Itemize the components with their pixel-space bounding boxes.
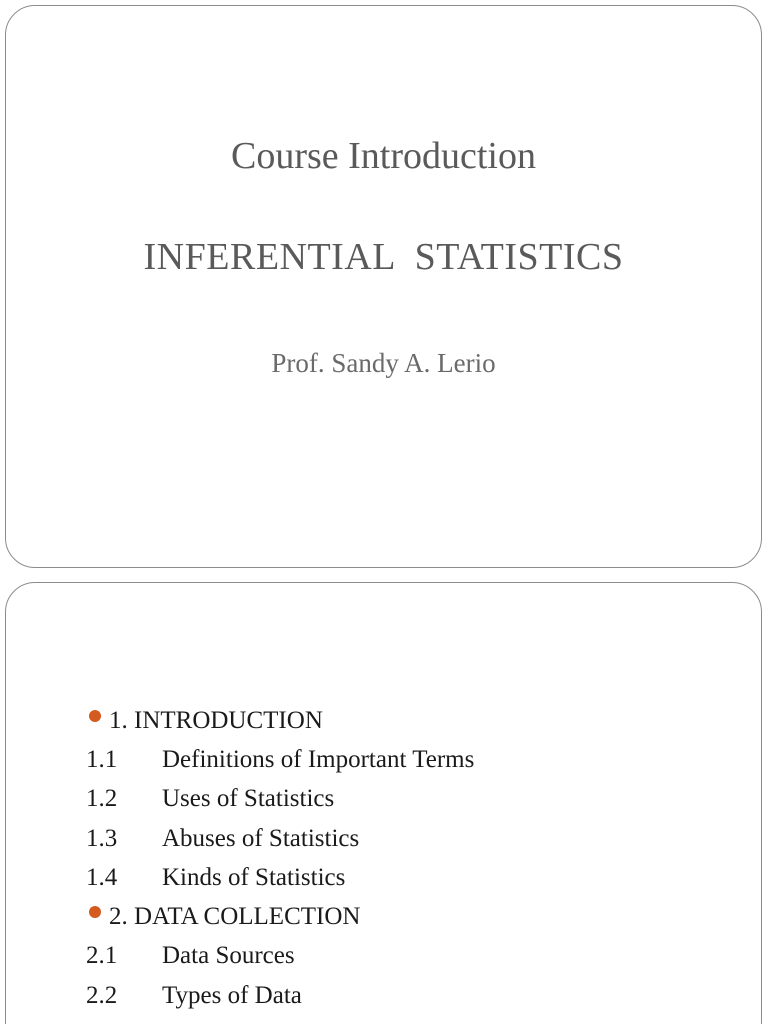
outline-item [86,976,474,1015]
subject-title: INFERENTIAL STATISTICS [143,236,624,278]
outline-item [86,780,474,819]
item-number: 2.1 [86,942,118,970]
outline-slide [5,582,762,1024]
item-label: Abuses of Statistics [162,824,360,852]
title-slide [5,5,762,568]
outline-item [86,858,474,897]
outline-item [86,819,474,858]
item-number: 1.2 [86,785,118,813]
section-label: 1. INTRODUCTION [109,706,323,734]
item-number: 2.2 [86,981,118,1009]
item-label: Uses of Statistics [162,785,335,813]
outline-item [86,937,474,976]
item-label: Data Sources [162,942,295,970]
section-label: 2. DATA COLLECTION [109,903,361,931]
item-label: Definitions of Important Terms [162,745,475,773]
outline-item [86,740,474,779]
item-label: Types of Data [162,981,302,1009]
outline-section [86,701,474,740]
course-outline [86,701,474,1015]
bullet-icon [89,906,101,918]
course-title: Course Introduction [230,135,536,177]
outline-section [86,897,474,936]
bullet-icon [89,710,101,722]
item-number: 1.3 [86,824,118,852]
author-name: Prof. Sandy A. Lerio [271,348,496,378]
item-label: Kinds of Statistics [162,863,346,891]
item-number: 1.4 [86,863,118,891]
item-number: 1.1 [86,745,118,773]
